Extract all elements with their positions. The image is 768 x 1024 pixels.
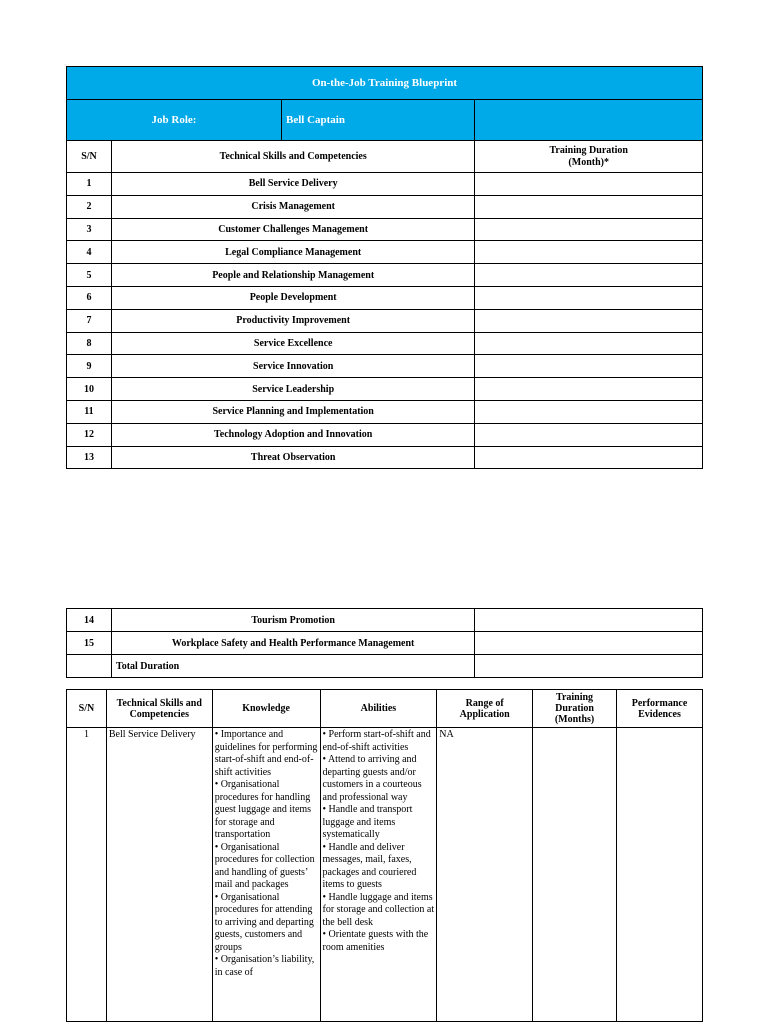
duration-cell <box>475 332 703 355</box>
sn-cell: 8 <box>67 332 112 355</box>
sn-cell: 14 <box>67 609 112 632</box>
skill-cell: Threat Observation <box>111 446 474 469</box>
detail-sn-header: S/N <box>67 690 107 728</box>
sn-cell: 12 <box>67 423 112 446</box>
sn-header: S/N <box>67 141 112 173</box>
skill-cell: Service Excellence <box>111 332 474 355</box>
competency-detail-table <box>66 689 703 1022</box>
sn-cell: 2 <box>67 195 112 218</box>
skill-row <box>67 264 703 287</box>
sn-cell: 15 <box>67 632 112 655</box>
bullet-item: • Handle luggage and items for storage and collection at the bell desk <box>322 891 435 928</box>
duration-cell <box>475 378 703 401</box>
sn-cell: 13 <box>67 446 112 469</box>
skill-cell: Productivity Improvement <box>111 309 474 332</box>
skill-row <box>67 378 703 401</box>
bullet-item: • Organisation’s liability, in case of <box>214 954 315 978</box>
skill-row <box>67 423 703 446</box>
skill-cell: Customer Challenges Management <box>111 218 474 241</box>
bullet-item: • Orientate guests with the room amenities <box>322 929 429 953</box>
sn-cell: 5 <box>67 264 112 287</box>
duration-cell <box>475 355 703 378</box>
evidence-cell <box>617 728 702 1021</box>
duration-cell <box>475 241 703 264</box>
duration-cell <box>475 173 703 196</box>
skill-row <box>67 309 703 332</box>
detail-duration-cell <box>533 728 616 1021</box>
skill-cell: People and Relationship Management <box>111 264 474 287</box>
sn-cell: 1 <box>67 173 112 196</box>
knowledge-cell <box>213 728 320 1021</box>
total-duration-label: Total Duration <box>111 655 474 678</box>
sn-cell: 11 <box>67 400 112 423</box>
skill-row <box>67 332 703 355</box>
bullet-item: • Organisational procedures for handling guest luggage and items for storage and transportation <box>214 779 312 840</box>
skill-row <box>67 218 703 241</box>
job-role-label: Job Role: <box>151 114 197 126</box>
skills-header: Technical Skills and Competencies <box>111 141 474 173</box>
duration-cell <box>475 632 703 655</box>
training-blueprint-table <box>66 66 703 469</box>
blueprint-title: On-the-Job Training Blueprint <box>67 67 703 100</box>
skill-cell: Workplace Safety and Health Performance Management <box>111 632 474 655</box>
evidence-header: Performance Evidences <box>617 690 703 728</box>
duration-cell <box>475 264 703 287</box>
duration-cell <box>475 446 703 469</box>
skill-cell: Technology Adoption and Innovation <box>111 423 474 446</box>
blueprint-continuation-table <box>66 608 703 678</box>
skill-row <box>67 355 703 378</box>
sn-cell: 7 <box>67 309 112 332</box>
job-role-value: Bell Captain <box>286 114 345 126</box>
skill-row <box>67 400 703 423</box>
bullet-item: • Handle and deliver messages, mail, faxes, packages and couriered items to guests <box>322 841 417 890</box>
sn-cell: 9 <box>67 355 112 378</box>
skill-row <box>67 286 703 309</box>
duration-cell <box>475 423 703 446</box>
duration-cell <box>475 309 703 332</box>
bullet-item: • Importance and guidelines for performing start-of-shift and end-of-shift activities <box>214 729 318 778</box>
sn-cell: 3 <box>67 218 112 241</box>
bullet-item: • Organisational procedures for attending to arriving and departing guests, customers and groups <box>214 891 314 953</box>
detail-skills-header: Technical Skills and Competencies <box>106 690 212 728</box>
duration-cell <box>475 400 703 423</box>
bullet-item: • Handle and transport luggage and items systematically <box>322 804 413 840</box>
skill-row <box>67 173 703 196</box>
abilities-header: Abilities <box>320 690 437 728</box>
duration-header: Training Duration (Month)* <box>475 141 703 173</box>
duration-cell <box>475 218 703 241</box>
detail-duration-header: Training Duration (Months) <box>533 690 617 728</box>
total-duration-cell <box>475 655 703 678</box>
skill-cell: Service Leadership <box>111 378 474 401</box>
skill-row <box>67 446 703 469</box>
skill-cell: Tourism Promotion <box>111 609 474 632</box>
skill-cell: Crisis Management <box>111 195 474 218</box>
skill-cell: Service Innovation <box>111 355 474 378</box>
skill-row <box>67 241 703 264</box>
bullet-item: • Attend to arriving and departing guests and/or customers in a courteous and professional way <box>322 754 422 803</box>
duration-cell <box>475 286 703 309</box>
sn-cell: 6 <box>67 286 112 309</box>
skill-cell: Service Planning and Implementation <box>111 400 474 423</box>
detail-skill-cell: Bell Service Delivery <box>108 729 196 740</box>
detail-sn-cell: 1 <box>83 729 89 740</box>
knowledge-header: Knowledge <box>212 690 320 728</box>
bullet-item: • Perform start-of-shift and end-of-shift activities <box>322 729 431 753</box>
bullet-item: • Organisational procedures for collection and handling of guests’ mail and packages <box>214 841 315 890</box>
skill-row <box>67 195 703 218</box>
duration-cell <box>475 195 703 218</box>
skill-cell: Bell Service Delivery <box>111 173 474 196</box>
skill-cell: People Development <box>111 286 474 309</box>
sn-cell: 4 <box>67 241 112 264</box>
abilities-cell <box>321 728 437 1021</box>
range-cell: NA <box>439 729 454 740</box>
range-header: Range of Application <box>437 690 533 728</box>
duration-cell <box>475 609 703 632</box>
sn-cell: 10 <box>67 378 112 401</box>
skill-cell: Legal Compliance Management <box>111 241 474 264</box>
